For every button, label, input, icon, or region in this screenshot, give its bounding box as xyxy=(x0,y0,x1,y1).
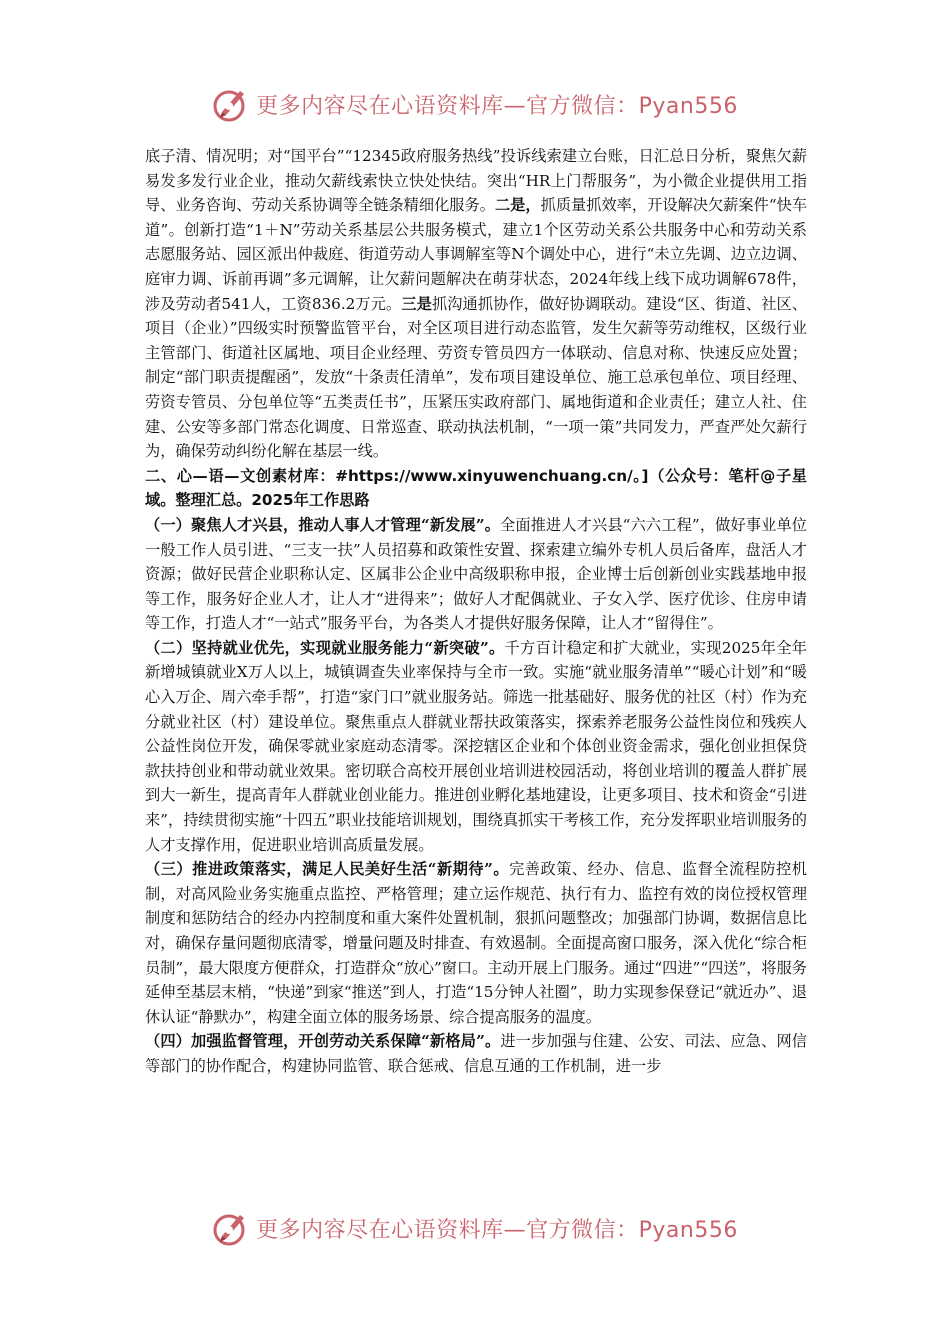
paragraph-talent xyxy=(145,513,807,636)
body-text: 千方百计稳定和扩大就业，实现2025年全年新增城镇就业X万人以上，城镇调查失业率保持与全市一致。实施“就业服务清单”“暖心计划”和“暖心入万企、周六牵手帮”，打造“家门口”就业服务站。筛选一批基础好、服务优的社区（村）作为充分就业社区（村）建设单位。聚焦重点人群就业帮扶政策落实，探索养老服务公益性岗位和残疾人公益性岗位开发，确保零就业家庭动态清零。深挖辖区企业和个体创业资金需求，强化创业担保贷款扶持创业和带动就业效果。密切联合高校开展创业培训进校园活动，将创业培训的覆盖人群扩展到大一新生，提高青年人群就业创业能力。推进创业孵化基地建设，让更多项目、技术和资金“引进来”，持续贯彻实施“十四五”职业技能培训规划，围绕真抓实干考核工作，充分发挥职业培训服务的人才支撑作用，促进职业培训高质量发展。 xyxy=(145,638,807,854)
paragraph-wage-arrears xyxy=(145,144,807,464)
document-body xyxy=(145,144,807,1079)
pen-logo-icon xyxy=(212,85,250,123)
paragraph-employment xyxy=(145,636,807,857)
watermark-banner-bottom xyxy=(0,1206,950,1250)
bold-lead-text: （一）聚焦人才兴县，推动人事人才管理“新发展”。 xyxy=(145,515,501,534)
body-text: 进一步加强与住建、公安、司法、应急、网信等部门的协作配合，构建协同监管、联合惩戒、信息互通的工作机制，进一步 xyxy=(145,1032,807,1075)
body-text: 底子清、情况明；对“国平台”“12345政府服务热线”投诉线索建立台账，日汇总日分析，聚焦欠薪易发多发行业企业，推动欠薪线索快立快处快结。突出“HR上门帮服务”，为小微企业提供用工指导、业务咨询、劳动关系协调等全链条精细化服务。 xyxy=(145,147,807,215)
bold-lead-text: （二）坚持就业优先，实现就业服务能力“新突破”。 xyxy=(145,638,505,657)
bold-lead-text: 三是 xyxy=(401,294,432,313)
body-text: 全面推进人才兴县“六六工程”，做好事业单位一般工作人员引进、“三支一扶”人员招募和政策性安置、探索建立编外专机人员后备库，盘活人才资源；做好民营企业职称认定、区属非公企业中高级职称申报，企业博士后创新创业实践基地申报等工作，服务好企业人才，让人才“进得来”；做好人才配偶就业、子女入学、医疗优诊、住房申请等工作，打造人才“一站式”服务平台，为各类人才提供好服务保障，让人才“留得住”。 xyxy=(145,515,807,633)
watermark-banner-top xyxy=(0,82,950,126)
watermark-text: 更多内容尽在心语资料库—官方微信：Pyan556 xyxy=(256,93,738,119)
watermark-text: 更多内容尽在心语资料库—官方微信：Pyan556 xyxy=(256,1217,738,1243)
body-text: 抓沟通抓协作，做好协调联动。建设“区、街道、社区、项目（企业）”四级实时预警监管平台，对全区项目进行动态监管，发生欠薪等劳动维权，区级行业主管部门、街道社区属地、项目企业经理、劳资专管员四方一体联动、信息对称、快速反应处置；制定“部门职责提醒函”，发放“十条责任清单”，发布项目建设单位、施工总承包单位、项目经理、劳资专管员、分包单位等“五类责任书”，压紧压实政府部门、属地街道和企业责任；建立人社、住建、公安等多部门常态化调度、日常巡查、联动执法机制，“一项一策”共同发力，严查严处欠薪行为，确保劳动纠纷化解在基层一线。 xyxy=(145,294,808,461)
paragraph-policy xyxy=(145,857,807,1029)
bold-lead-text: （三）推进政策落实，满足人民美好生活“新期待”。 xyxy=(145,860,510,879)
body-text: 完善政策、经办、信息、监督全流程防控机制，对高风险业务实施重点监控、严格管理；建立运作规范、执行有力、监控有效的岗位授权管理制度和惩防结合的经办内控制度和重大案件处置机制，狠抓问题整改；加强部门协调，数据信息比对，确保存量问题彻底清零，增量问题及时排查、有效遏制。全面提高窗口服务，深入优化“综合柜员制”，最大限度方便群众，打造群众“放心”窗口。主动开展上门服务。通过“四进”“四送”，将服务延伸至基层末梢，“快递”到家“推送”到人，打造“15分钟人社圈”，助力实现参保登记“就近办”、退休认证“静默办”，构建全面立体的服务场景、综合提高服务的温度。 xyxy=(145,860,807,1026)
section-heading-2025-plan: 二、心—语—文创素材库：#https://www.xinyuwenchuang.cn/。]（公众号：笔杆@子星域。整理汇总。2025年工作思路 xyxy=(145,466,807,510)
body-text: 抓质量抓效率，开设解决欠薪案件“快车道”。创新打造“1＋N”劳动关系基层公共服务模式，建立1个区劳动关系公共服务中心和劳动关系志愿服务站、园区派出仲裁庭、街道劳动人事调解室等N个调处中心，进行“未立先调、边立边调、庭审力调、诉前再调”多元调解，让欠薪问题解决在萌芽状态，2024年线上线下成功调解678件，涉及劳动者541人，工资836.2万元。 xyxy=(145,196,808,313)
paragraph-supervision xyxy=(145,1029,807,1078)
bold-lead-text: （四）加强监督管理，开创劳动关系保障“新格局”。 xyxy=(145,1032,501,1051)
pen-logo-icon xyxy=(212,1209,250,1247)
bold-lead-text: 二是， xyxy=(494,196,541,215)
